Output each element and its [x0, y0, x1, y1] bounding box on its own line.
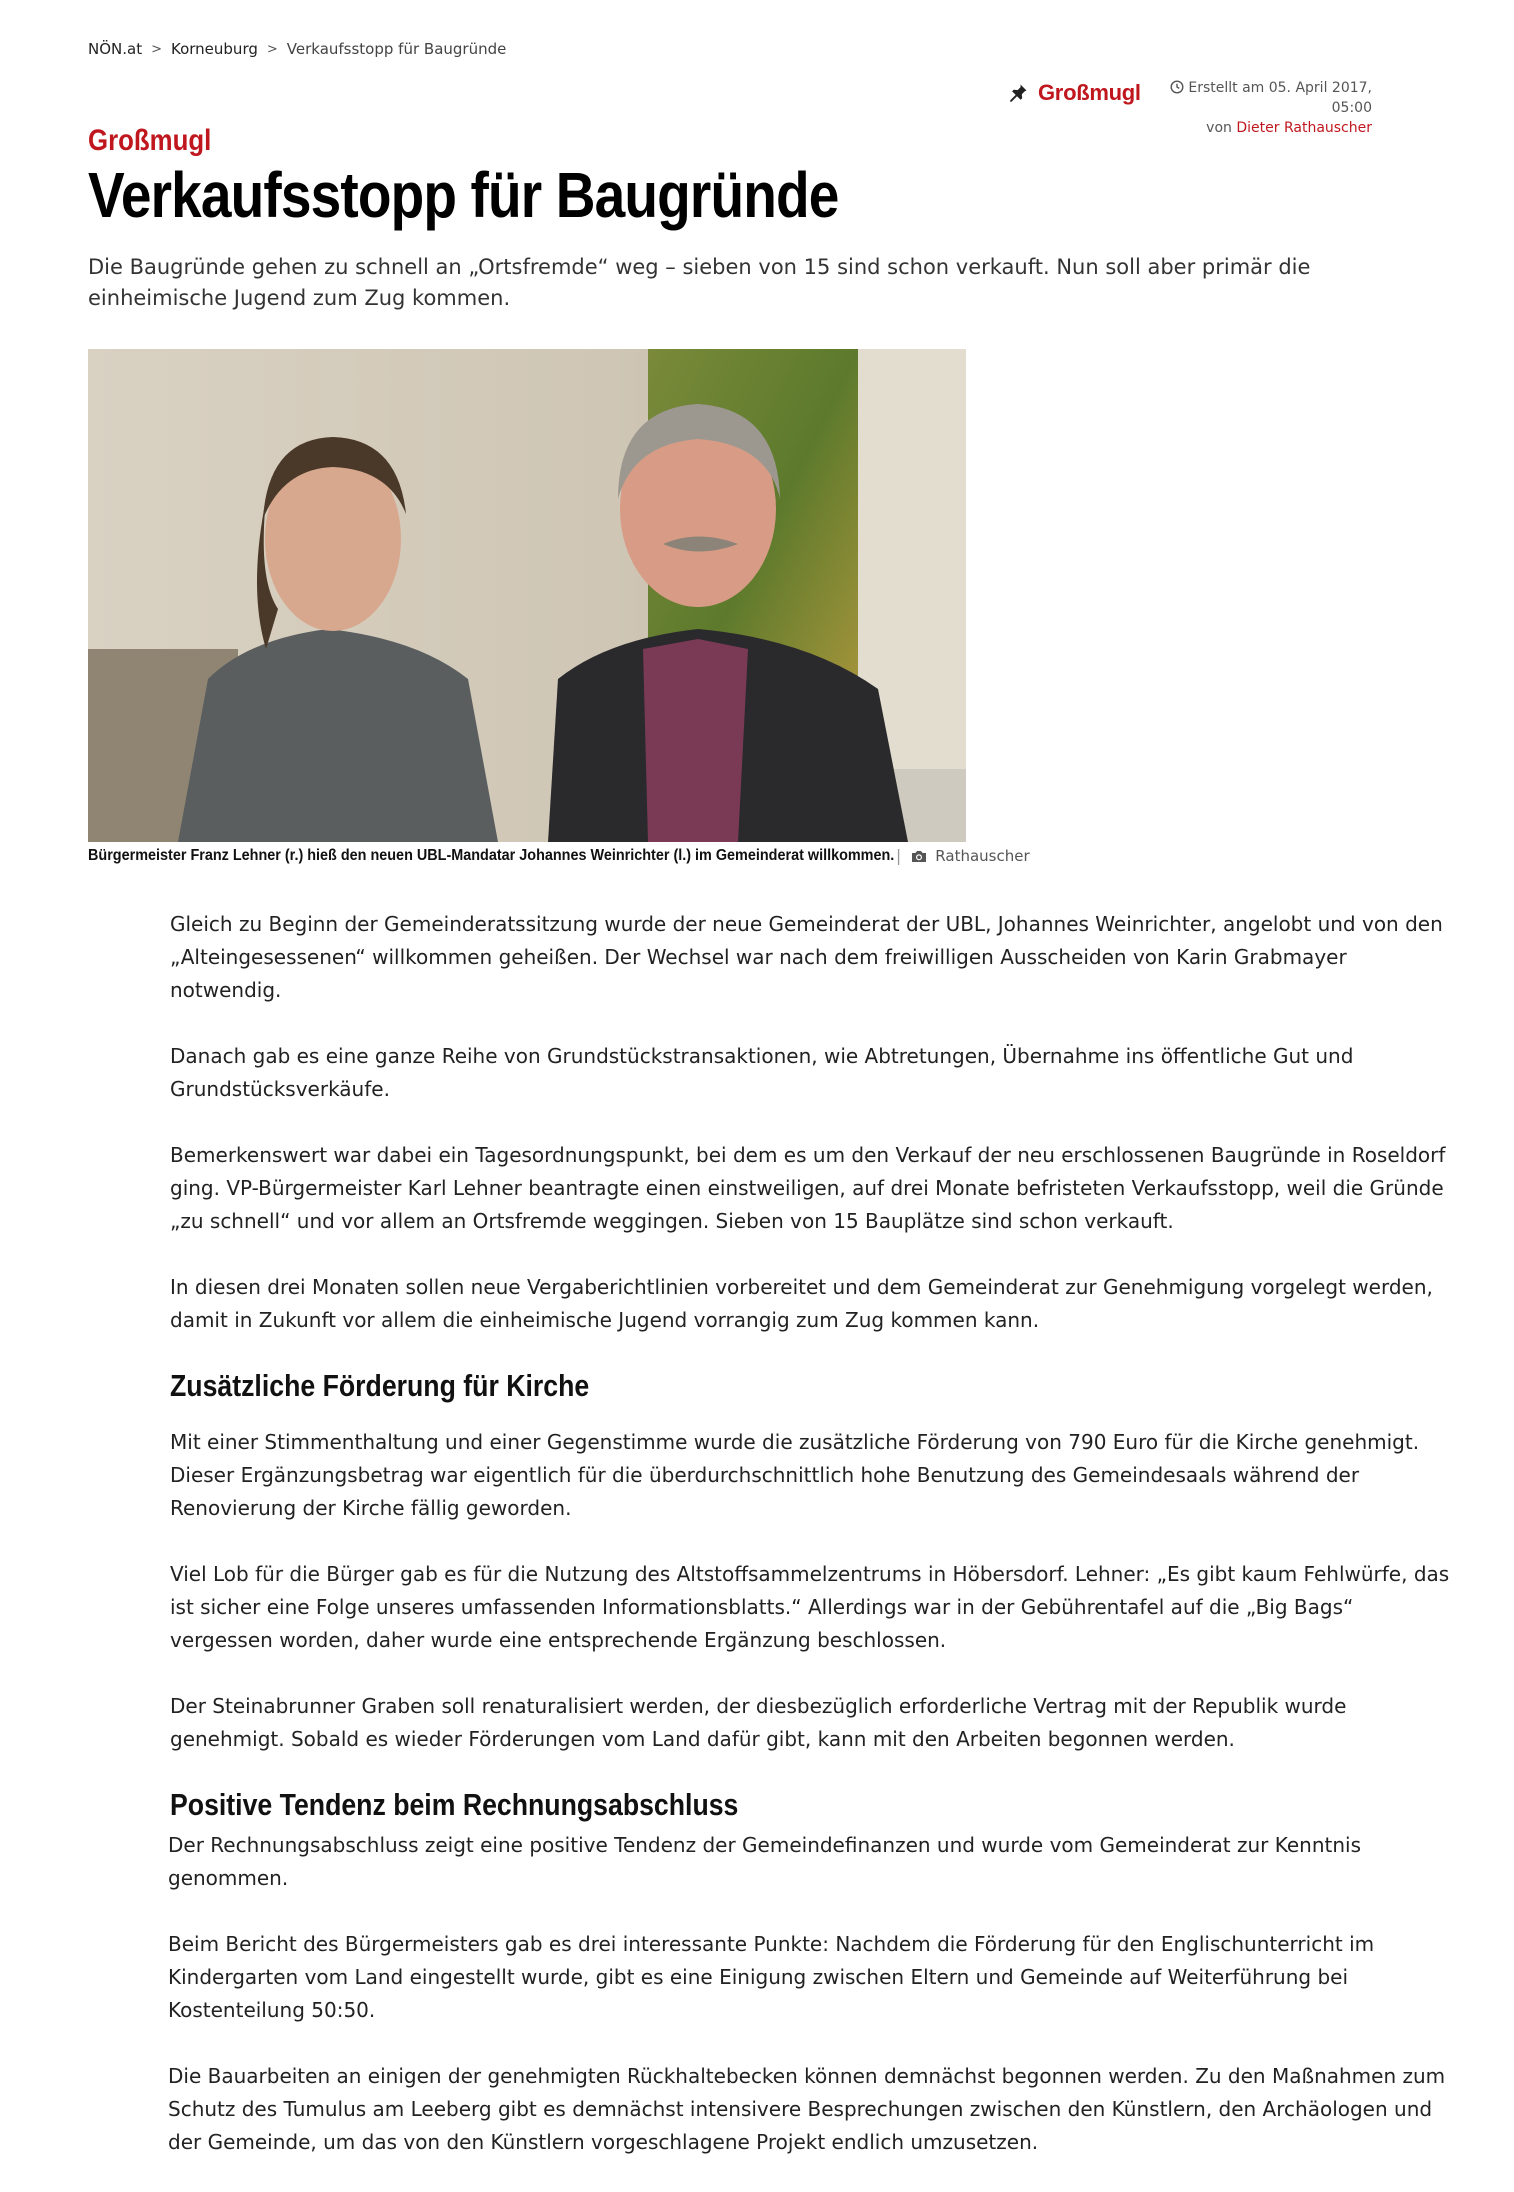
- body-paragraph: Viel Lob für die Bürger gab es für die Nutzung des Altstoffsammelzentrums in Höbersdorf. Lehner: „Es gibt kaum Fehlwürfe, das ist sicher eine Folge unseres umfassenden Informationsblatts.“ Allerdings war in der Gebührentafel auf die „Big Bags“ vergessen worden, daher wurde eine entsprechende Ergänzung beschlossen.: [170, 1562, 1450, 1652]
- author-link[interactable]: Dieter Rathauscher: [1236, 120, 1372, 136]
- article-photo: [88, 349, 966, 842]
- breadcrumb-current: Verkaufsstopp für Baugründe: [286, 40, 507, 58]
- body-paragraph: Danach gab es eine ganze Reihe von Grundstückstransaktionen, wie Abtretungen, Übernahme ins öffentliche Gut und Grundstücksverkäufe.: [170, 1044, 1354, 1101]
- body-paragraph: Der Steinabrunner Graben soll renaturalisiert werden, der diesbezüglich erforderliche Vertrag mit der Republik wurde genehmigt. Sobald es wieder Förderungen vom Land dafür gibt, kann mit den Arbeiten begonnen werden.: [170, 1694, 1347, 1751]
- photo-caption: [88, 846, 1188, 865]
- article-meta: [1140, 78, 1372, 138]
- author-prefix: von: [1206, 120, 1232, 136]
- caption-divider: |: [895, 846, 902, 865]
- location-tag[interactable]: [1008, 80, 1141, 106]
- camera-icon: [911, 849, 927, 863]
- body-paragraph: In diesen drei Monaten sollen neue Vergaberichtlinien vorbereitet und dem Gemeinderat zur Genehmigung vorgelegt werden, damit in Zukunft vor allem die einheimische Jugend vorrangig zum Zug kommen kann.: [170, 1275, 1433, 1332]
- photo-credit: Rathauscher: [935, 846, 1030, 865]
- body-paragraph: Mit einer Stimmenthaltung und einer Gegenstimme wurde die zusätzliche Förderung von 790 Euro für die Kirche genehmigt. Dieser Ergänzungsbetrag war eigentlich für die überdurchschnittlich hohe Benutzung des Gemeindesaals während der Renovierung der Kirche fällig geworden.: [170, 1430, 1420, 1520]
- chevron-right-icon: >: [151, 41, 162, 57]
- body-paragraph: Die Bauarbeiten an einigen der genehmigten Rückhaltebecken können demnächst begonnen werden. Zu den Maßnahmen zum Schutz des Tumulus am Leeberg gibt es demnächst intensivere Besprechungen zwischen den Künstlern, den Archäologen und der Gemeinde, um das von den Künstlern vorgeschlagene Projekt endlich umzusetzen.: [168, 2064, 1446, 2154]
- breadcrumb-section[interactable]: Korneuburg: [171, 40, 258, 58]
- chevron-right-icon: >: [266, 41, 278, 57]
- body-paragraph: Beim Bericht des Bürgermeisters gab es drei interessante Punkte: Nachdem die Förderung für den Englischunterricht im Kindergarten vom Land eingestellt wurde, gibt es eine Einigung zwischen Eltern und Gemeinde auf Weiterführung bei Kostenteilung 50:50.: [168, 1932, 1375, 2022]
- section-heading: Positive Tendenz beim Rechnungsabschluss: [170, 1787, 739, 1822]
- article-body: [170, 908, 1460, 2192]
- body-paragraph: Der Rechnungsabschluss zeigt eine positive Tendenz der Gemeindefinanzen und wurde vom Gemeinderat zur Kenntnis genommen.: [168, 1833, 1362, 1890]
- page-title: Verkaufsstopp für Baugründe: [88, 159, 839, 231]
- breadcrumb-home[interactable]: NÖN.at: [88, 40, 143, 58]
- pin-icon: [1008, 83, 1028, 103]
- clock-icon: [1170, 80, 1184, 94]
- created-date: Erstellt am 05. April 2017, 05:00: [1188, 80, 1372, 116]
- body-paragraph: Bemerkenswert war dabei ein Tagesordnungspunkt, bei dem es um den Verkauf der neu erschlossenen Baugründe in Roseldorf ging. VP-Bürgermeister Karl Lehner beantragte einen einstweiligen, auf drei Monate befristeten Verkaufsstopp, weil die Gründe „zu schnell“ und vor allem an Ortsfremde weggingen. Sieben von 15 Bauplätze sind schon verkauft.: [170, 1143, 1446, 1233]
- body-paragraph: Gleich zu Beginn der Gemeinderatssitzung wurde der neue Gemeinderat der UBL, Johannes Weinrichter, angelobt und von den „Alteingesessenen“ willkommen geheißen. Der Wechsel war nach dem freiwilligen Ausscheiden von Karin Grabmayer notwendig.: [170, 912, 1443, 1002]
- section-heading: Zusätzliche Förderung für Kirche: [170, 1368, 590, 1403]
- location-tag-label: Großmugl: [1038, 80, 1141, 105]
- caption-text: Bürgermeister Franz Lehner (r.) hieß den neuen UBL-Mandatar Johannes Weinrichter (l.) im Gemeinderat willkommen.: [88, 846, 895, 864]
- breadcrumb: [88, 40, 506, 58]
- article-kicker: Großmugl: [88, 124, 212, 157]
- article-lead: Die Baugründe gehen zu schnell an „Ortsfremde“ weg – sieben von 15 sind schon verkauft. Nun soll aber primär die einheimische Jugend zum Zug kommen.: [88, 255, 1311, 310]
